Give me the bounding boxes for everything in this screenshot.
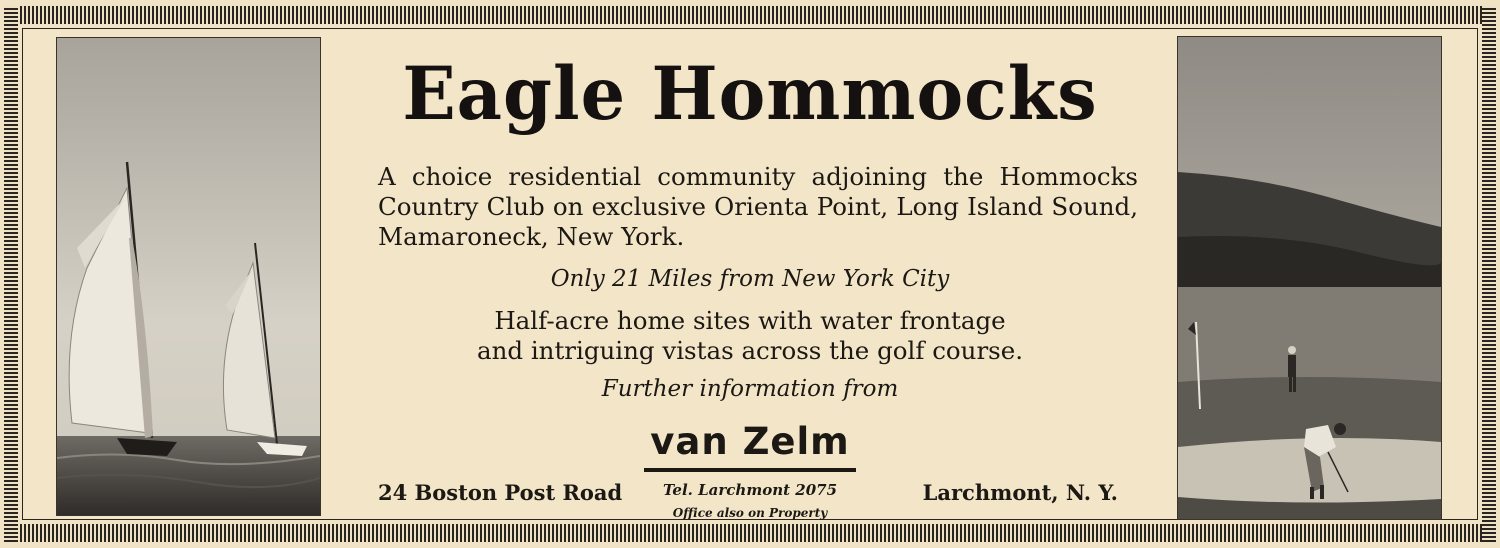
ad-copy	[340, 0, 1160, 548]
company-name: van Zelm	[650, 420, 850, 463]
golf-course-photo	[1177, 36, 1442, 520]
further-info-line: Further information from	[601, 376, 899, 402]
features-line-1: Half-acre home sites with water frontage	[494, 306, 1006, 335]
decorative-border-right	[1482, 6, 1496, 542]
decorative-border-left	[4, 6, 18, 542]
ad-title: Eagle Hommocks	[402, 49, 1098, 138]
city-state: Larchmont, N. Y.	[922, 480, 1118, 505]
features-text	[340, 306, 1160, 366]
intro-paragraph: A choice residential community adjoining the Hommocks Country Club on exclusive Orienta Point, Long Island Sound, Mamaroneck, New York.	[378, 162, 1138, 251]
sailboats-photo	[56, 37, 321, 516]
office-note: Office also on Property	[672, 506, 828, 520]
features-line-2: and intriguing vistas across the golf course.	[476, 336, 1024, 365]
telephone: Tel. Larchmont 2075	[662, 481, 838, 499]
company-underline	[644, 468, 856, 472]
distance-line: Only 21 Miles from New York City	[550, 266, 950, 292]
street-address: 24 Boston Post Road	[378, 480, 623, 505]
